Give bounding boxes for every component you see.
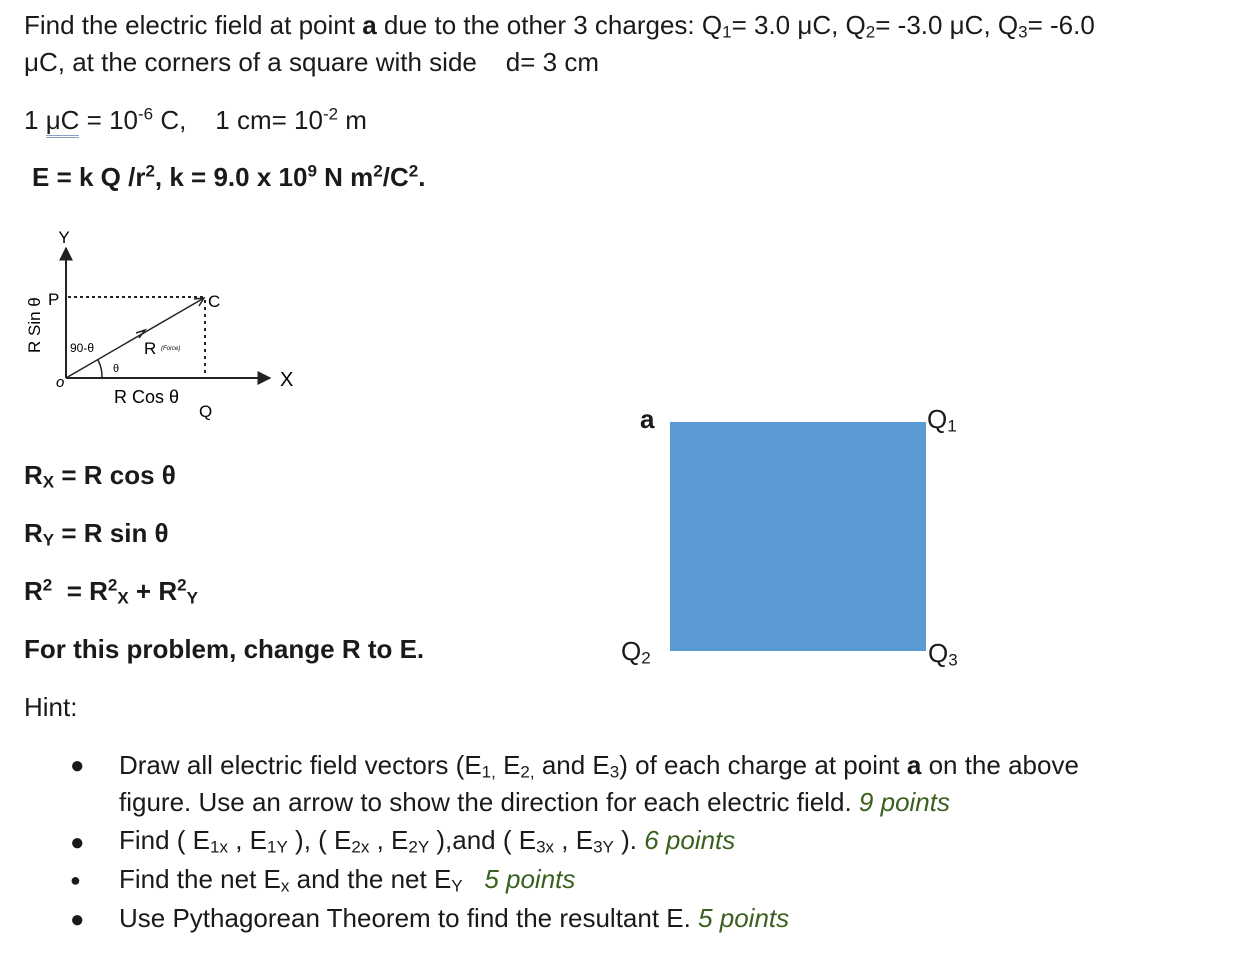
hint-label: Hint: bbox=[24, 692, 78, 722]
q3-label-sub: 3 bbox=[948, 650, 958, 670]
r-cos-label: R Cos θ bbox=[114, 387, 180, 407]
q3-value: = -6.0 bbox=[1027, 10, 1095, 40]
r-sin-label: R Sin θ bbox=[25, 297, 44, 353]
uc-unit: μC bbox=[46, 105, 80, 138]
b3-c bbox=[463, 864, 485, 894]
rx-tail: = R cos θ bbox=[54, 460, 176, 490]
b1-e: on the above bbox=[921, 750, 1079, 780]
hint-bullet-1-line-2 bbox=[119, 787, 950, 818]
uc-exp: -6 bbox=[138, 104, 154, 124]
pythagoras-equation bbox=[24, 576, 198, 607]
r2-exp: 2 bbox=[42, 575, 53, 595]
cm-tail: m bbox=[338, 105, 367, 135]
rx-sub: X bbox=[42, 472, 55, 492]
hint-bullet-3 bbox=[119, 864, 575, 895]
theta-arc bbox=[98, 360, 102, 378]
ry-tail: = R sin θ bbox=[54, 518, 169, 548]
b3-s2: Y bbox=[451, 876, 463, 896]
b1-a-bold: a bbox=[906, 750, 922, 780]
coulomb-formula bbox=[32, 162, 425, 193]
q1-sub: 1 bbox=[722, 22, 732, 42]
b2-b: , E bbox=[228, 825, 268, 855]
p-label: P bbox=[48, 290, 60, 309]
b2-s1: 1x bbox=[210, 837, 228, 857]
q-label: Q bbox=[199, 402, 213, 421]
formula-pre: E = k Q /r bbox=[32, 162, 146, 192]
q2-label bbox=[621, 636, 651, 667]
b2-s2: 1Y bbox=[267, 837, 288, 857]
bullet-3-dot: ● bbox=[70, 870, 81, 890]
q2-sub: 2 bbox=[865, 22, 876, 42]
resultant-vector bbox=[66, 298, 204, 378]
ry-equation bbox=[24, 518, 169, 549]
hint-bullet-4 bbox=[119, 903, 789, 934]
formula-end: . bbox=[418, 162, 426, 192]
b2-d: , E bbox=[369, 825, 409, 855]
b2-s5: 3x bbox=[536, 837, 555, 857]
q2-letter: Q bbox=[621, 636, 642, 666]
b1-b: E bbox=[495, 750, 521, 780]
b2-points: 6 points bbox=[644, 825, 736, 855]
q3-label bbox=[928, 638, 958, 669]
r2-plus: + R bbox=[128, 576, 178, 606]
formula-mid: , k = 9.0 x 10 bbox=[154, 162, 308, 192]
b1-a: Draw all electric field vectors (E bbox=[119, 750, 482, 780]
formula-exp1: 2 bbox=[145, 161, 155, 181]
ry-sub: Y bbox=[42, 530, 55, 550]
charge-square bbox=[670, 422, 926, 651]
origin-label: o bbox=[56, 374, 65, 391]
angle-90-label: 90-θ bbox=[70, 341, 95, 355]
b4-a: Use Pythagorean Theorem to find the resultant E. bbox=[119, 903, 699, 933]
r2-suby: Y bbox=[186, 588, 198, 608]
uc-eq: = 10 bbox=[79, 105, 139, 135]
b3-points: 5 points bbox=[484, 864, 576, 894]
c-label: C bbox=[208, 292, 221, 311]
theta-label: θ bbox=[113, 363, 120, 375]
formula-exp2: 9 bbox=[307, 161, 317, 181]
point-a-bold: a bbox=[362, 10, 377, 40]
b2-e: ),and ( E bbox=[429, 825, 537, 855]
bullet-2-dot: ● bbox=[70, 829, 85, 856]
intro-text: Find the electric field at point bbox=[24, 10, 363, 40]
r2-r: R bbox=[24, 576, 43, 606]
q1-value: = 3.0 μC, Q bbox=[731, 10, 866, 40]
formula-tail: N m bbox=[316, 162, 374, 192]
y-label: Y bbox=[58, 228, 70, 247]
b1-c: and E bbox=[534, 750, 610, 780]
b2-s3: 2x bbox=[351, 837, 370, 857]
uc-prefix: 1 bbox=[24, 105, 46, 135]
q1-label bbox=[927, 404, 957, 435]
problem-line-2: μC, at the corners of a square with side d= 3 cm bbox=[24, 47, 599, 77]
x-label: X bbox=[280, 369, 294, 391]
b1-s3: 3 bbox=[609, 762, 620, 782]
q2-value: = -3.0 μC, Q bbox=[875, 10, 1019, 40]
b2-s6: 3Y bbox=[593, 837, 614, 857]
b1-s1: 1, bbox=[481, 762, 496, 782]
r2-exp2: 2 bbox=[107, 575, 118, 595]
hint-bullet-2 bbox=[119, 825, 735, 856]
b1-line2: figure. Use an arrow to show the direction for each electric field. bbox=[119, 787, 859, 817]
r2-subx: X bbox=[117, 588, 129, 608]
r-label: R bbox=[144, 339, 157, 358]
formula-tail2: /C bbox=[382, 162, 409, 192]
point-a-label: a bbox=[640, 404, 655, 434]
b2-g: ). bbox=[613, 825, 645, 855]
q3-letter: Q bbox=[928, 638, 949, 668]
bullet-1-dot: ● bbox=[70, 752, 85, 779]
b3-a: Find the net E bbox=[119, 864, 281, 894]
b3-s1: x bbox=[280, 876, 290, 896]
b2-a: Find ( E bbox=[119, 825, 211, 855]
change-instruction: For this problem, change R to E. bbox=[24, 634, 425, 664]
bullet-4-dot: ● bbox=[70, 906, 85, 933]
problem-line-1 bbox=[24, 10, 1095, 41]
q1-letter: Q bbox=[927, 404, 948, 434]
c-arrowhead bbox=[194, 298, 204, 306]
b4-points: 5 points bbox=[698, 903, 790, 933]
units-line bbox=[24, 105, 367, 136]
b3-b: and the net E bbox=[289, 864, 452, 894]
b2-s4: 2Y bbox=[408, 837, 430, 857]
formula-exp3: 2 bbox=[373, 161, 383, 181]
q1-label-sub: 1 bbox=[947, 416, 957, 436]
b1-d: ) of each charge at point bbox=[619, 750, 907, 780]
rx-r: R bbox=[24, 460, 43, 490]
r2-mid: = R bbox=[52, 576, 108, 606]
formula-exp4: 2 bbox=[408, 161, 419, 181]
b2-f: , E bbox=[554, 825, 594, 855]
cm-exp: -2 bbox=[322, 104, 339, 124]
q2-label-sub: 2 bbox=[641, 648, 651, 668]
q3-sub: 3 bbox=[1018, 22, 1028, 42]
vector-resolution-diagram bbox=[18, 218, 308, 438]
r2-exp3: 2 bbox=[177, 575, 187, 595]
b1-points: 9 points bbox=[858, 787, 950, 817]
b2-c: ), ( E bbox=[287, 825, 352, 855]
rx-equation bbox=[24, 460, 176, 491]
force-label: (Force) bbox=[161, 346, 181, 352]
hint-bullet-1-line-1 bbox=[119, 750, 1079, 781]
b1-s2: 2, bbox=[520, 762, 535, 782]
ry-r: R bbox=[24, 518, 43, 548]
intro-mid: due to the other 3 charges: Q bbox=[376, 10, 723, 40]
uc-tail: C, 1 cm= 10 bbox=[153, 105, 323, 135]
